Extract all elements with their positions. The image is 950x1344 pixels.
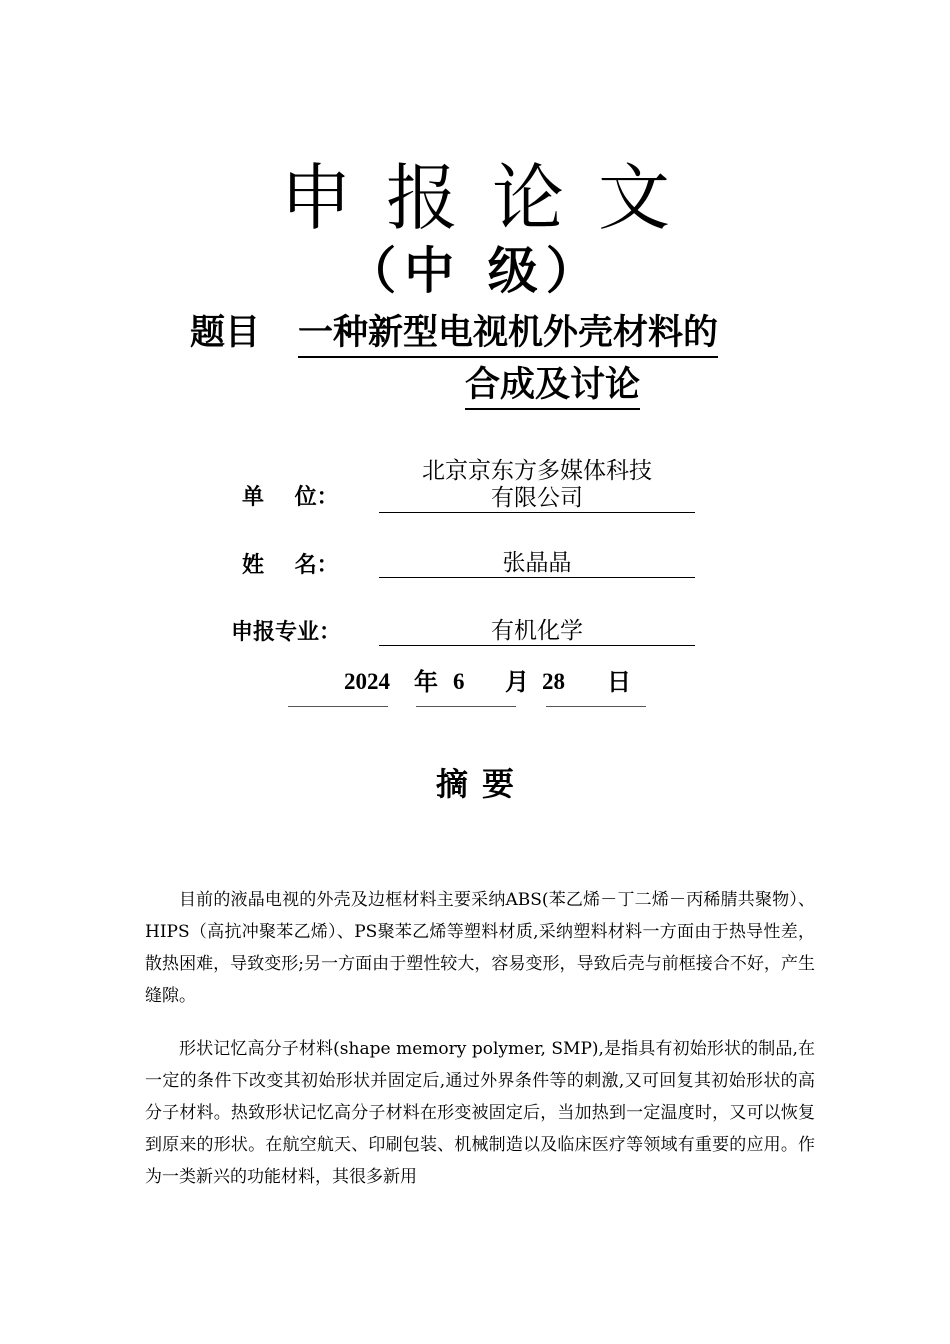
date-underline-3 <box>546 706 646 707</box>
major-value: 有机化学 <box>379 618 695 646</box>
unit-value-line1: 北京京东方多媒体科技 <box>422 458 652 484</box>
date-year: 2024 <box>344 669 390 694</box>
date-month: 6 <box>453 669 465 694</box>
unit-label: 单 位： <box>242 485 339 510</box>
main-title: 申报论文 <box>279 156 704 240</box>
date-underline-1 <box>288 706 388 707</box>
date-day: 28 <box>542 669 565 694</box>
name-label: 姓 名： <box>242 553 339 578</box>
abstract-paragraph-2: 形状记忆高分子材料(shape memory polymer, SMP),是指具有初始形状的制品,在一定的条件下改变其初始形状并固定后,通过外界条件等的刺激,又可回复其初始形状的高分子材料。热致形状记忆高分子材料在形变被固定后，当加热到一定温度时，又可以恢复到原来的形状。在航空航天、印刷包装、机械制造以及临床医疗等领域有重要的应用。作为一类新兴的功能材料，其很多新用 <box>145 1039 815 1187</box>
topic-title-line1: 一种新型电视机外壳材料的 <box>298 310 718 358</box>
topic-title-line2: 合成及讨论 <box>465 362 640 410</box>
major-label: 申报专业： <box>231 620 342 645</box>
date-day-unit: 日 <box>607 668 631 696</box>
level-subtitle: （中 级） <box>346 242 604 300</box>
abstract-paragraph-1: 目前的液晶电视的外壳及边框材料主要采纳ABS(苯乙烯－丁二烯－丙稀腈共聚物）、HIPS（高抗冲聚苯乙烯）、PS聚苯乙烯等塑料材质,采纳塑料材料一方面由于热导性差，散热困难，导致变形;另一方面由于塑性较大，容易变形，导致后壳与前框接合不好，产生缝隙。 <box>145 890 815 1006</box>
unit-value <box>379 458 695 513</box>
date-underline-2 <box>416 706 516 707</box>
unit-value-line2: 有限公司 <box>491 485 583 511</box>
date-month-unit: 月 <box>505 668 529 696</box>
abstract-title: 摘要 <box>435 765 528 803</box>
date-year-unit: 年 <box>414 668 438 696</box>
topic-label: 题目 <box>190 313 261 353</box>
name-value: 张晶晶 <box>379 550 695 578</box>
